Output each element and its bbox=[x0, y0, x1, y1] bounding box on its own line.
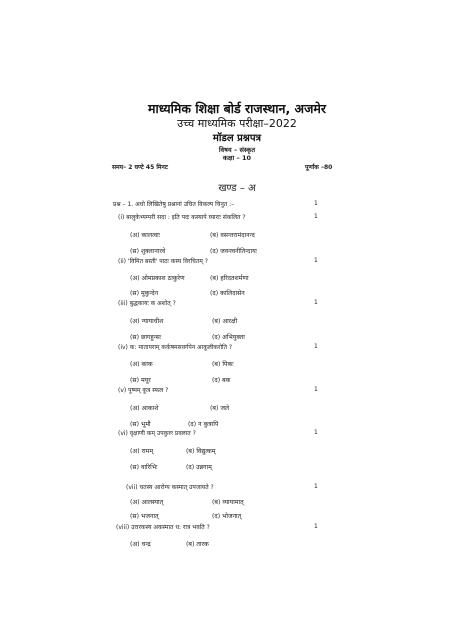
question-8-marks: 1 bbox=[314, 523, 318, 530]
q5-option-b: (ब) जले bbox=[210, 405, 230, 412]
q3-option-a: (अ) न्यायाधीश bbox=[130, 318, 164, 325]
question-5: (v) पुष्पम् कुत्र स्फल ? bbox=[118, 387, 169, 394]
question-1-marks: 1 bbox=[314, 213, 318, 220]
question-7: (vii) चतस्य आरोग्य कस्मात् उपजायते ? bbox=[126, 484, 214, 491]
q7-option-a: (अ) आलस्यात् bbox=[130, 499, 164, 506]
q6-option-d: (द) उन्नगाम् bbox=[186, 464, 212, 471]
q1-option-d: (द) जवन्त्वनीतिन्दायः bbox=[210, 248, 257, 255]
q6-option-b: (ब) विद्युत्कम् bbox=[186, 448, 216, 455]
class-label: कक्षा – 10 bbox=[222, 154, 252, 162]
question-5-marks: 1 bbox=[314, 386, 318, 393]
section-title: खण्ड – अ bbox=[218, 183, 256, 194]
q1-option-a: (अ) कालत्वाः bbox=[130, 232, 161, 239]
question-8: (viii) उत्तरकस्य अकस्मात ध: रात्र भवति ? bbox=[116, 524, 210, 531]
question-3: (iii) बुद्धकायः क अशोत् ? bbox=[118, 300, 176, 307]
q2-option-d: (द) कालिदासेन bbox=[210, 290, 245, 297]
subject-label: विषय – संस्कृत bbox=[218, 146, 256, 154]
max-marks-label: पूर्णांक –80 bbox=[305, 164, 333, 171]
q5-option-a: (अ) आकाशे bbox=[130, 405, 159, 412]
q6-option-a: (अ) रामम् bbox=[130, 448, 154, 455]
q7-option-c: (स) भजनात् bbox=[130, 513, 159, 520]
time-label: समय– 2 घण्टे 45 मिनट bbox=[112, 164, 168, 171]
q4-option-c: (स) मयूर bbox=[130, 377, 151, 384]
question-4-marks: 1 bbox=[314, 343, 318, 350]
q7-option-b: (ब) व्यायामात् bbox=[212, 499, 244, 506]
q8-option-b: (ब) तारक bbox=[186, 541, 209, 548]
q7-option-d: (द) भोजनात् bbox=[212, 513, 242, 520]
exam-title: उच्च माध्यमिक परीक्षा–2022 bbox=[177, 117, 297, 130]
instruction-marks: 1 bbox=[314, 200, 318, 207]
q2-option-a: (अ) ओमप्रकाश ठाकुरेण bbox=[130, 275, 185, 282]
q5-option-d: (द) न कुत्रापि bbox=[188, 421, 219, 428]
q5-option-c: (स) भूमौ bbox=[130, 421, 151, 428]
question-2-marks: 1 bbox=[314, 257, 318, 264]
paper-type: मॉडल प्रश्नपत्र bbox=[212, 133, 262, 144]
question-4: (iv) क: मातापराम् कर्कषमसवर्गपेन आकूलीकरोति ? bbox=[118, 344, 233, 351]
q3-option-d: (द) अभियुक्ता bbox=[212, 334, 245, 341]
q4-option-d: (द) बक bbox=[212, 377, 231, 384]
q8-option-a: (अ) चन्द्र bbox=[130, 541, 151, 548]
q6-option-c: (स) वारिभिः bbox=[130, 464, 158, 471]
instruction-text: प्रश्न – 1. अधो लिखितेषु प्रश्नानां उचित विकल्प चिनुत :– bbox=[113, 201, 235, 208]
q2-option-b: (ब) हरिदतशर्मणा bbox=[210, 275, 249, 282]
q4-option-b: (ब) पिकः bbox=[212, 361, 234, 368]
q1-option-c: (स) शुक्लानारवे bbox=[130, 248, 166, 255]
question-6-marks: 1 bbox=[314, 429, 318, 436]
question-2: (ii) 'विमित बस्ती' पाठः कस्य विरचितम् ? bbox=[118, 258, 208, 265]
board-title: माध्यमिक शिक्षा बोर्ड राजस्थान, अजमेर bbox=[148, 101, 326, 116]
question-7-marks: 1 bbox=[314, 483, 318, 490]
q2-option-c: (स) मुकुन्देन bbox=[130, 290, 159, 297]
q3-option-b: (ब) आरक्षी bbox=[212, 318, 238, 325]
question-3-marks: 1 bbox=[314, 299, 318, 306]
question-6: (vi) वृक्षाणी कम् उपकुरुः प्रवलात ? bbox=[118, 430, 196, 437]
question-1: (i) बालुकेभ्यम्परी सदा : इति पदः कस्यापे घ्याराः संकलित ? bbox=[118, 214, 246, 221]
q3-option-c: (स) छागहुन्सः bbox=[130, 334, 162, 341]
q4-option-a: (अ) काक bbox=[130, 361, 153, 368]
q1-option-b: (ब) वसन्तरामंदानन्द bbox=[210, 232, 255, 239]
